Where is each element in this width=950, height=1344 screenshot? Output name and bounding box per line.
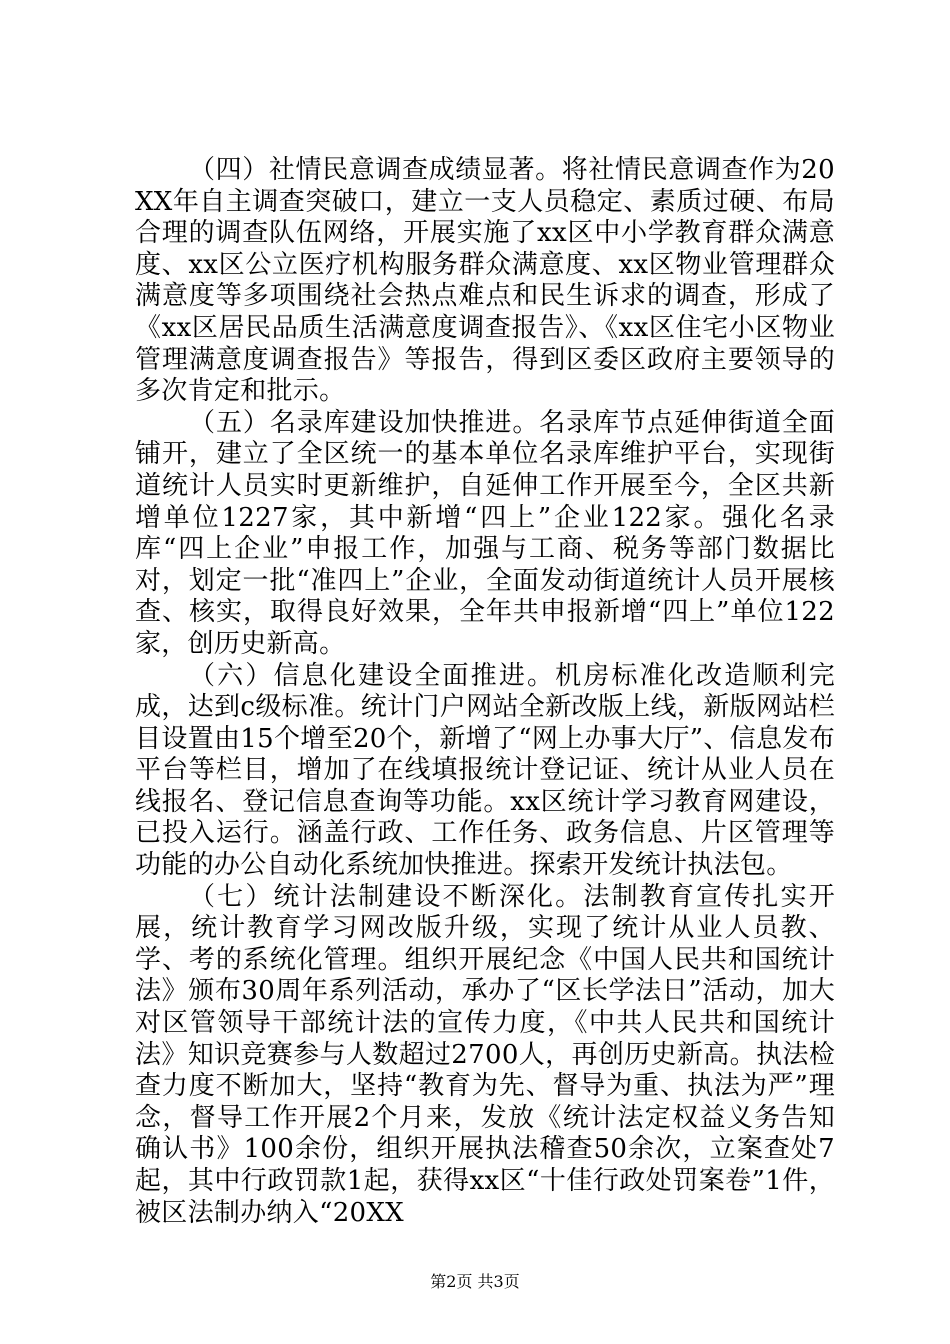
paragraph-directory-database: （五）名录库建设加快推进。名录库节点延伸街道全面铺开，建立了全区统一的基本单位名录库维护平台，实现街道统计人员实时更新维护，自延伸工作开展至今，全区共新增单位1227家，其中新增“四上”企业122家。强化名录库“四上企业”申报工作，加强与工商、税务等部门数据比对，划定一批“准四上”企业，全面发动街道统计人员开展核查、核实，取得良好效果，全年共申报新增“四上”单位122家，创历史新高。: [135, 407, 835, 659]
paragraph-social-survey: （四）社情民意调查成绩显著。将社情民意调查作为20XX年自主调查突破口，建立一支人员稳定、素质过硬、布局合理的调查队伍网络，开展实施了xx区中小学教育群众满意度、xx区公立医疗机构服务群众满意度、xx区物业管理群众满意度等多项围绕社会热点难点和民生诉求的调查，形成了《xx区居民品质生活满意度调查报告》、《xx区住宅小区物业管理满意度调查报告》等报告，得到区委区政府主要领导的多次肯定和批示。: [135, 155, 835, 407]
paragraph-informatization: （六）信息化建设全面推进。机房标准化改造顺利完成，达到c级标准。统计门户网站全新改版上线，新版网站栏目设置由15个增至20个，新增了“网上办事大厅”、信息发布平台等栏目，增加了在线填报统计登记证、统计从业人员在线报名、登记信息查询等功能。xx区统计学习教育网建设，已投入运行。涵盖行政、工作任务、政务信息、片区管理等功能的办公自动化系统加快推进。探索开发统计执法包。: [135, 660, 835, 881]
document-body: [135, 155, 835, 1229]
paragraph-legal-system: （七）统计法制建设不断深化。法制教育宣传扎实开展，统计教育学习网改版升级，实现了统计从业人员教、学、考的系统化管理。组织开展纪念《中国人民共和国统计法》颁布30周年系列活动，承办了“区长学法日”活动，加大对区管领导干部统计法的宣传力度，《中共人民共和国统计法》知识竞赛参与人数超过2700人，再创历史新高。执法检查力度不断加大，坚持“教育为先、督导为重、执法为严”理念，督导工作开展2个月来，发放《统计法定权益义务告知确认书》100余份，组织开展执法稽查50余次，立案查处7起，其中行政罚款1起，获得xx区“十佳行政处罚案卷”1件，被区法制办纳入“20XX: [135, 881, 835, 1228]
page-number-footer: 第2页 共3页: [430, 1272, 520, 1291]
